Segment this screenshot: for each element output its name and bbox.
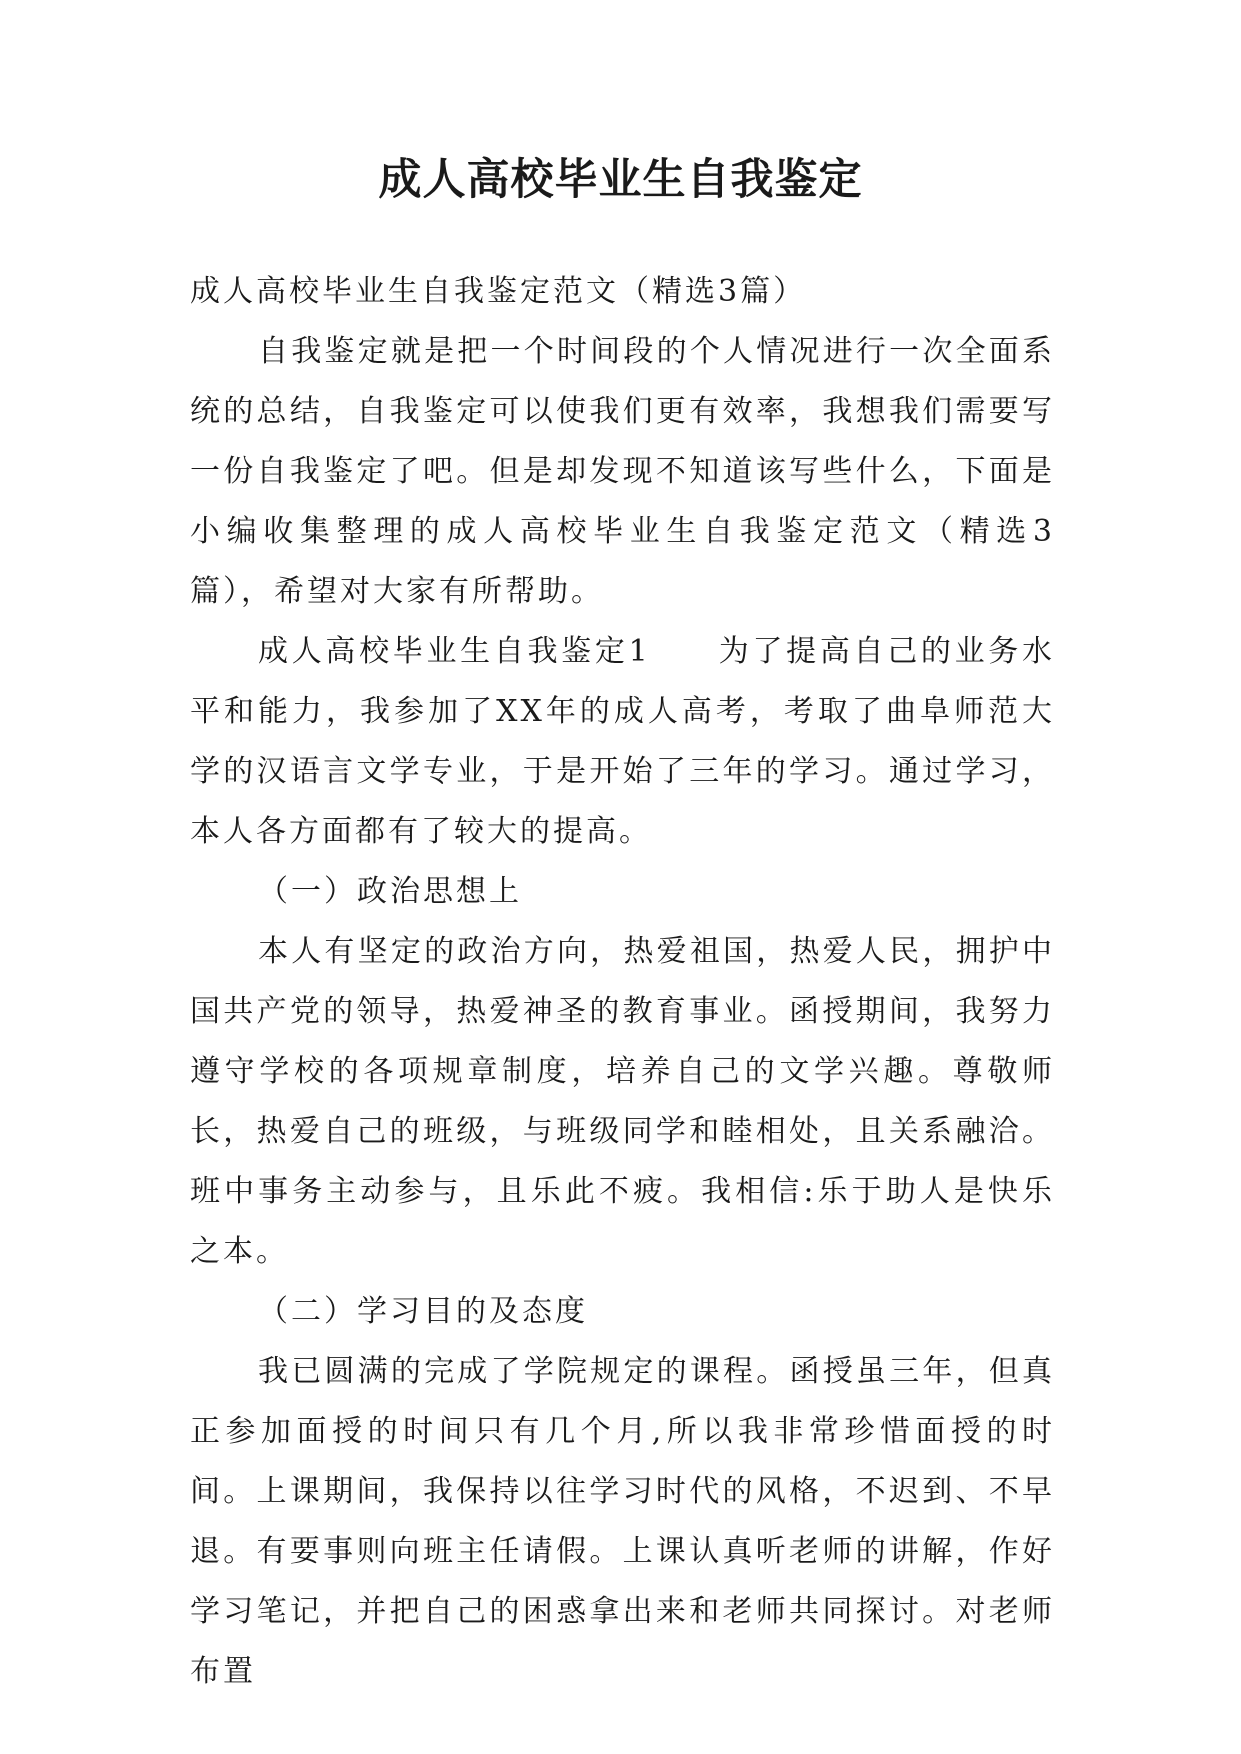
subtitle-paragraph: 成人高校毕业生自我鉴定范文（精选3篇） <box>190 274 807 309</box>
heading-political-thought: （一）政治思想上 <box>258 874 522 909</box>
document-body <box>190 262 1055 1702</box>
heading-study-goals: （二）学习目的及态度 <box>258 1294 588 1329</box>
intro-paragraph: 自我鉴定就是把一个时间段的个人情况进行一次全面系统的总结，自我鉴定可以使我们更有效率，我想我们需要写一份自我鉴定了吧。但是却发现不知道该写些什么，下面是小编收集整理的成人高校毕业生自我鉴定范文（精选3篇），希望对大家有所帮助。 <box>190 334 1055 609</box>
section-1-paragraph: 成人高校毕业生自我鉴定1 为了提高自己的业务水平和能力，我参加了XX年的成人高考，考取了曲阜师范大学的汉语言文学专业，于是开始了三年的学习。通过学习，本人各方面都有了较大的提高。 <box>190 634 1055 849</box>
study-goals-paragraph: 我已圆满的完成了学院规定的课程。函授虽三年，但真正参加面授的时间只有几个月,所以我非常珍惜面授的时间。上课期间，我保持以往学习时代的风格，不迟到、不早退。有要事则向班主任请假。上课认真听老师的讲解，作好学习笔记，并把自己的困惑拿出来和老师共同探讨。对老师布置 <box>190 1354 1055 1689</box>
document-title: 成人高校毕业生自我鉴定 <box>378 155 863 205</box>
political-thought-paragraph: 本人有坚定的政治方向，热爱祖国，热爱人民，拥护中国共产党的领导，热爱神圣的教育事业。函授期间，我努力遵守学校的各项规章制度，培养自己的文学兴趣。尊敬师长，热爱自己的班级，与班级同学和睦相处，且关系融洽。班中事务主动参与，且乐此不疲。我相信:乐于助人是快乐之本。 <box>190 934 1055 1269</box>
